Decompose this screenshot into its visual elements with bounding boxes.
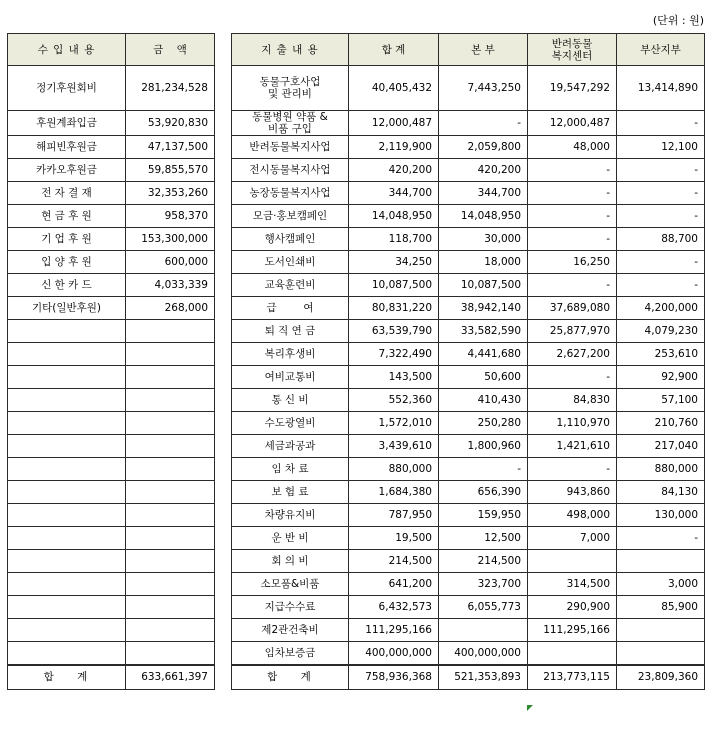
expense-hq-amount: 38,942,140 (439, 297, 528, 320)
expense-hq-amount: 12,500 (439, 527, 528, 550)
expense-total-amount: 1,684,380 (349, 481, 439, 504)
expense-item-label: 도서인쇄비 (232, 251, 349, 274)
expense-hq-amount: 400,000,000 (439, 642, 528, 665)
expense-center-amount: 498,000 (528, 504, 617, 527)
expense-center-amount: - (528, 182, 617, 205)
expense-total-amount: 80,831,220 (349, 297, 439, 320)
income-empty-row (8, 642, 215, 665)
income-item-label: 전 자 결 재 (8, 182, 126, 205)
income-empty-cell (126, 504, 215, 527)
expense-total-amount: 880,000 (349, 458, 439, 481)
expense-hq-amount: 14,048,950 (439, 205, 528, 228)
expense-busan-amount: 85,900 (617, 596, 705, 619)
expense-row (232, 504, 705, 527)
expense-center-amount (528, 642, 617, 665)
expense-total-amount: 118,700 (349, 228, 439, 251)
income-empty-cell (126, 642, 215, 665)
income-item-label: 입 양 후 원 (8, 251, 126, 274)
income-empty-row (8, 343, 215, 366)
expense-hq-amount: 420,200 (439, 159, 528, 182)
expense-row (232, 642, 705, 665)
expense-hq-amount: 214,500 (439, 550, 528, 573)
expense-hq-amount: 410,430 (439, 389, 528, 412)
income-item-label: 해피빈후원금 (8, 136, 126, 159)
expense-center-amount (528, 550, 617, 573)
expense-item-label: 동물구호사업 및 관리비 (232, 66, 349, 111)
income-empty-cell (8, 343, 126, 366)
expense-total-busan: 23,809,360 (617, 665, 705, 690)
expense-row (232, 320, 705, 343)
income-row (8, 182, 215, 205)
expense-total-amount: 34,250 (349, 251, 439, 274)
expense-hq-amount: - (439, 458, 528, 481)
income-row (8, 205, 215, 228)
expense-item-label: 보 험 료 (232, 481, 349, 504)
expense-hq-amount: 250,280 (439, 412, 528, 435)
expense-row (232, 435, 705, 458)
expense-row (232, 182, 705, 205)
expense-total-amount: 10,087,500 (349, 274, 439, 297)
expense-hq-amount: 4,441,680 (439, 343, 528, 366)
income-empty-cell (8, 458, 126, 481)
income-empty-row (8, 619, 215, 642)
expense-hq-amount: 7,443,250 (439, 66, 528, 111)
expense-item-label: 임차보증금 (232, 642, 349, 665)
expense-item-label: 전시동물복지사업 (232, 159, 349, 182)
income-empty-row (8, 596, 215, 619)
expense-total-amount: 420,200 (349, 159, 439, 182)
income-empty-cell (126, 389, 215, 412)
expense-row (232, 481, 705, 504)
expense-header-item: 지 출 내 용 (232, 34, 349, 66)
income-empty-row (8, 412, 215, 435)
expense-total-row (232, 665, 705, 690)
expense-center-amount: 1,110,970 (528, 412, 617, 435)
income-row (8, 251, 215, 274)
income-item-label: 기 업 후 원 (8, 228, 126, 251)
income-row (8, 136, 215, 159)
expense-busan-amount: 130,000 (617, 504, 705, 527)
income-total-amount: 633,661,397 (126, 665, 215, 690)
expense-busan-amount: 217,040 (617, 435, 705, 458)
income-header-amount: 금 액 (126, 34, 215, 66)
income-item-label: 카카오후원금 (8, 159, 126, 182)
income-item-label: 후원계좌입금 (8, 111, 126, 136)
income-total-label: 합 계 (8, 665, 126, 690)
expense-row (232, 389, 705, 412)
cell-comment-marker (527, 705, 533, 711)
expense-total-amount: 143,500 (349, 366, 439, 389)
income-row (8, 228, 215, 251)
income-empty-cell (126, 412, 215, 435)
expense-busan-amount (617, 642, 705, 665)
income-empty-row (8, 366, 215, 389)
income-empty-row (8, 504, 215, 527)
income-empty-cell (126, 366, 215, 389)
income-amount: 600,000 (126, 251, 215, 274)
expense-busan-amount: - (617, 527, 705, 550)
expense-total-amount: 1,572,010 (349, 412, 439, 435)
expense-row (232, 619, 705, 642)
expense-busan-amount: - (617, 159, 705, 182)
income-empty-cell (126, 435, 215, 458)
income-amount: 53,920,830 (126, 111, 215, 136)
income-row (8, 159, 215, 182)
income-empty-row (8, 389, 215, 412)
expense-center-amount: 84,830 (528, 389, 617, 412)
income-amount: 59,855,570 (126, 159, 215, 182)
income-empty-cell (126, 320, 215, 343)
income-empty-row (8, 320, 215, 343)
expense-center-amount: 1,421,610 (528, 435, 617, 458)
expense-center-amount: 16,250 (528, 251, 617, 274)
expense-header-center: 반려동물 복지센터 (528, 34, 617, 66)
expense-total-amount: 6,432,573 (349, 596, 439, 619)
expense-row (232, 573, 705, 596)
expense-busan-amount: 12,100 (617, 136, 705, 159)
expense-hq-amount: 1,800,960 (439, 435, 528, 458)
income-empty-cell (8, 481, 126, 504)
expense-busan-amount: 57,100 (617, 389, 705, 412)
income-empty-row (8, 458, 215, 481)
expense-center-amount: 25,877,970 (528, 320, 617, 343)
expense-busan-amount: 84,130 (617, 481, 705, 504)
expense-hq-amount: - (439, 111, 528, 136)
expense-item-label: 차량유지비 (232, 504, 349, 527)
expense-row (232, 596, 705, 619)
income-amount: 281,234,528 (126, 66, 215, 111)
expense-total-amount: 12,000,487 (349, 111, 439, 136)
expense-total-amount: 214,500 (349, 550, 439, 573)
expense-busan-amount: - (617, 274, 705, 297)
expense-total-amount: 3,439,610 (349, 435, 439, 458)
income-empty-cell (8, 573, 126, 596)
expense-item-label: 지급수수료 (232, 596, 349, 619)
income-item-label: 기타(일반후원) (8, 297, 126, 320)
expense-hq-amount: 159,950 (439, 504, 528, 527)
income-item-label: 신 한 카 드 (8, 274, 126, 297)
income-item-label: 현 금 후 원 (8, 205, 126, 228)
income-total-row (8, 665, 215, 690)
expense-header-hq: 본 부 (439, 34, 528, 66)
expense-item-label: 통 신 비 (232, 389, 349, 412)
expense-item-label: 임 차 료 (232, 458, 349, 481)
expense-hq-amount: 6,055,773 (439, 596, 528, 619)
expense-item-label: 모금·홍보캠페인 (232, 205, 349, 228)
expense-total-amount: 111,295,166 (349, 619, 439, 642)
expense-total-amount: 2,119,900 (349, 136, 439, 159)
expense-hq-amount: 18,000 (439, 251, 528, 274)
expense-total-amount: 40,405,432 (349, 66, 439, 111)
expense-header-total: 합 계 (349, 34, 439, 66)
expense-hq-amount: 10,087,500 (439, 274, 528, 297)
expense-busan-amount (617, 550, 705, 573)
income-empty-cell (126, 550, 215, 573)
expense-busan-amount: - (617, 182, 705, 205)
income-row (8, 297, 215, 320)
expense-row (232, 228, 705, 251)
expense-row (232, 136, 705, 159)
expense-center-amount: 111,295,166 (528, 619, 617, 642)
expense-hq-amount: 30,000 (439, 228, 528, 251)
expense-center-amount: - (528, 228, 617, 251)
income-table (7, 33, 215, 690)
income-empty-row (8, 550, 215, 573)
income-empty-row (8, 527, 215, 550)
expense-center-amount: 7,000 (528, 527, 617, 550)
expense-item-label: 교육훈련비 (232, 274, 349, 297)
expense-row (232, 343, 705, 366)
income-amount: 32,353,260 (126, 182, 215, 205)
income-empty-cell (8, 435, 126, 458)
expense-row (232, 111, 705, 136)
expense-hq-amount: 33,582,590 (439, 320, 528, 343)
expense-hq-amount: 50,600 (439, 366, 528, 389)
expense-row (232, 527, 705, 550)
expense-total-amount: 344,700 (349, 182, 439, 205)
income-empty-cell (8, 619, 126, 642)
expense-center-amount: 19,547,292 (528, 66, 617, 111)
income-amount: 4,033,339 (126, 274, 215, 297)
income-empty-cell (8, 550, 126, 573)
expense-row (232, 458, 705, 481)
expense-busan-amount: 13,414,890 (617, 66, 705, 111)
expense-center-amount: - (528, 159, 617, 182)
expense-total-total: 758,936,368 (349, 665, 439, 690)
expense-total-amount: 400,000,000 (349, 642, 439, 665)
expense-center-amount: 2,627,200 (528, 343, 617, 366)
expense-center-amount: - (528, 458, 617, 481)
expense-center-amount: - (528, 205, 617, 228)
income-row (8, 274, 215, 297)
expense-item-label: 동물병원 약품 & 비품 구입 (232, 111, 349, 136)
expense-total-amount: 14,048,950 (349, 205, 439, 228)
income-empty-cell (8, 596, 126, 619)
expense-hq-amount (439, 619, 528, 642)
expense-item-label: 세금과공과 (232, 435, 349, 458)
expense-total-center: 213,773,115 (528, 665, 617, 690)
expense-header-busan: 부산지부 (617, 34, 705, 66)
expense-total-amount: 7,322,490 (349, 343, 439, 366)
expense-item-label: 급 여 (232, 297, 349, 320)
expense-hq-amount: 656,390 (439, 481, 528, 504)
expense-item-label: 여비교통비 (232, 366, 349, 389)
expense-busan-amount: 4,200,000 (617, 297, 705, 320)
expense-busan-amount: - (617, 205, 705, 228)
expense-item-label: 수도광열비 (232, 412, 349, 435)
expense-item-label: 복리후생비 (232, 343, 349, 366)
expense-row (232, 251, 705, 274)
income-empty-cell (8, 320, 126, 343)
expense-row (232, 412, 705, 435)
expense-row (232, 550, 705, 573)
expense-busan-amount: 253,610 (617, 343, 705, 366)
expense-center-amount: 37,689,080 (528, 297, 617, 320)
income-empty-cell (8, 366, 126, 389)
expense-total-amount: 552,360 (349, 389, 439, 412)
income-empty-row (8, 435, 215, 458)
expense-center-amount: 48,000 (528, 136, 617, 159)
expense-row (232, 274, 705, 297)
expense-busan-amount: 3,000 (617, 573, 705, 596)
expense-busan-amount: 92,900 (617, 366, 705, 389)
expense-item-label: 행사캠페인 (232, 228, 349, 251)
expense-center-amount: 12,000,487 (528, 111, 617, 136)
expense-total-amount: 787,950 (349, 504, 439, 527)
expense-item-label: 운 반 비 (232, 527, 349, 550)
expense-center-amount: - (528, 274, 617, 297)
income-empty-cell (126, 573, 215, 596)
expense-total-amount: 641,200 (349, 573, 439, 596)
expense-busan-amount: - (617, 111, 705, 136)
expense-center-amount: - (528, 366, 617, 389)
income-row (8, 111, 215, 136)
income-empty-row (8, 481, 215, 504)
expense-busan-amount: - (617, 251, 705, 274)
expense-center-amount: 943,860 (528, 481, 617, 504)
expense-busan-amount (617, 619, 705, 642)
expense-total-label: 합 계 (232, 665, 349, 690)
expense-center-amount: 290,900 (528, 596, 617, 619)
income-amount: 958,370 (126, 205, 215, 228)
expense-row (232, 159, 705, 182)
expense-item-label: 회 의 비 (232, 550, 349, 573)
expense-item-label: 퇴 직 연 금 (232, 320, 349, 343)
income-item-label: 정기후원회비 (8, 66, 126, 111)
income-empty-cell (126, 527, 215, 550)
expense-busan-amount: 4,079,230 (617, 320, 705, 343)
expense-row (232, 366, 705, 389)
income-amount: 153,300,000 (126, 228, 215, 251)
income-amount: 47,137,500 (126, 136, 215, 159)
expense-row (232, 297, 705, 320)
expense-item-label: 소모품&비품 (232, 573, 349, 596)
income-row (8, 66, 215, 111)
income-empty-cell (8, 642, 126, 665)
unit-label: (단위 : 원) (652, 14, 704, 27)
expense-item-label: 농장동물복지사업 (232, 182, 349, 205)
income-empty-cell (126, 481, 215, 504)
expense-total-hq: 521,353,893 (439, 665, 528, 690)
income-header-item: 수 입 내 용 (8, 34, 126, 66)
income-empty-cell (8, 527, 126, 550)
income-empty-cell (126, 596, 215, 619)
expense-item-label: 반려동물복지사업 (232, 136, 349, 159)
expense-busan-amount: 210,760 (617, 412, 705, 435)
expense-hq-amount: 323,700 (439, 573, 528, 596)
income-empty-cell (126, 619, 215, 642)
expense-hq-amount: 2,059,800 (439, 136, 528, 159)
income-amount: 268,000 (126, 297, 215, 320)
income-empty-cell (8, 389, 126, 412)
expense-total-amount: 63,539,790 (349, 320, 439, 343)
income-empty-cell (126, 458, 215, 481)
expense-busan-amount: 880,000 (617, 458, 705, 481)
expense-busan-amount: 88,700 (617, 228, 705, 251)
income-empty-cell (126, 343, 215, 366)
expense-center-amount: 314,500 (528, 573, 617, 596)
income-empty-cell (8, 412, 126, 435)
expense-item-label: 제2관건축비 (232, 619, 349, 642)
expense-row (232, 66, 705, 111)
expense-hq-amount: 344,700 (439, 182, 528, 205)
income-empty-cell (8, 504, 126, 527)
income-empty-row (8, 573, 215, 596)
expense-table (231, 33, 705, 690)
expense-total-amount: 19,500 (349, 527, 439, 550)
expense-row (232, 205, 705, 228)
